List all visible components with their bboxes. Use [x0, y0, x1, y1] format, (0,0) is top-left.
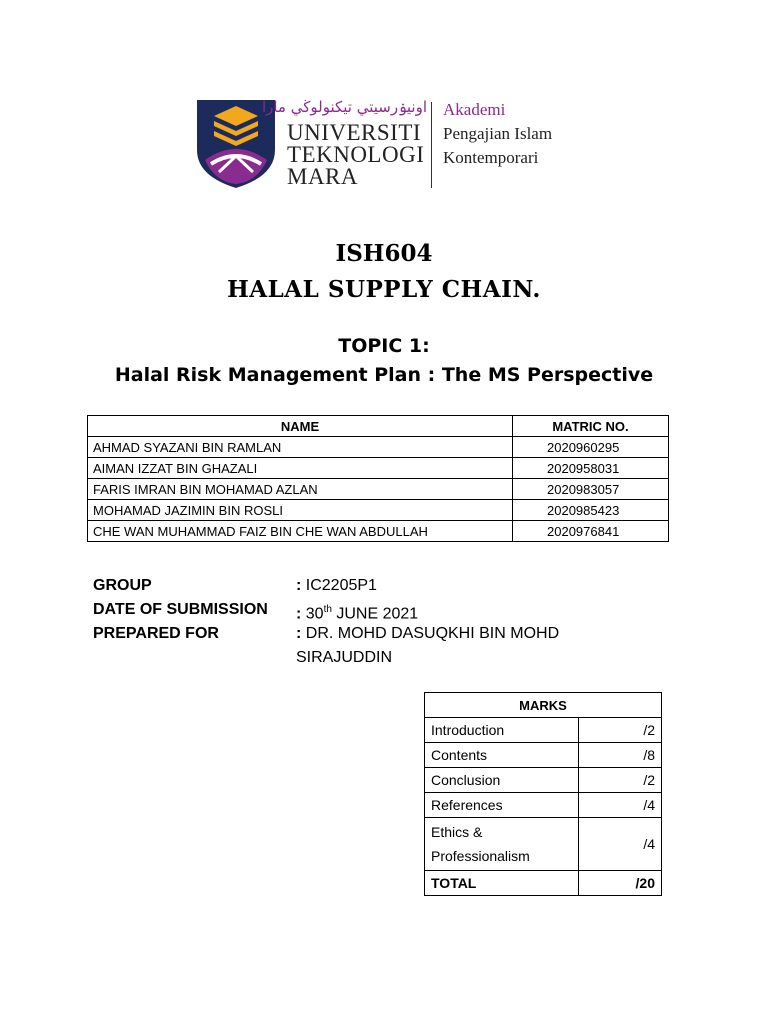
marks-total-row — [425, 871, 662, 896]
logo-divider — [431, 102, 432, 188]
members-table-header — [88, 416, 669, 437]
topic-title: Halal Risk Management Plan : The MS Perspective — [114, 364, 654, 386]
member-name: FARIS IMRAN BIN MOHAMAD AZLAN — [88, 479, 513, 500]
group-value — [296, 574, 377, 598]
table-row — [88, 479, 669, 500]
marks-score: /4 — [579, 793, 662, 818]
logo-text-pengajian-islam: Pengajian Islam — [443, 124, 553, 143]
logo-text-kontemporari: Kontemporari — [443, 148, 539, 167]
marks-total-label: TOTAL — [425, 871, 579, 896]
date-suffix: th — [323, 604, 332, 615]
marks-criterion: References — [425, 793, 579, 818]
marks-header-row — [425, 693, 662, 718]
marks-score: /2 — [579, 718, 662, 743]
members-table — [87, 415, 669, 542]
group-colon: : — [296, 577, 302, 594]
prepared-value-line-1: DR. MOHD DASUQKHI BIN MOHD — [305, 625, 560, 642]
marks-criterion — [425, 818, 579, 871]
member-matric: 2020985423 — [513, 500, 669, 521]
table-row — [88, 458, 669, 479]
marks-criterion: Conclusion — [425, 768, 579, 793]
marks-criterion: Contents — [425, 743, 579, 768]
marks-score: /4 — [579, 818, 662, 871]
info-block — [93, 574, 653, 674]
logo-text-universiti: UNIVERSITI — [287, 120, 422, 145]
marks-criterion-line-1: Ethics & — [431, 824, 483, 840]
group-label: GROUP — [93, 577, 152, 594]
marks-criterion-line-2: Professionalism — [431, 848, 530, 864]
table-row — [425, 743, 662, 768]
prepared-colon: : — [296, 625, 302, 642]
member-name: AIMAN IZZAT BIN GHAZALI — [88, 458, 513, 479]
member-name: CHE WAN MUHAMMAD FAIZ BIN CHE WAN ABDULLAH — [88, 521, 513, 542]
table-row — [425, 768, 662, 793]
table-row — [88, 521, 669, 542]
marks-score: /8 — [579, 743, 662, 768]
member-matric: 2020983057 — [513, 479, 669, 500]
table-row — [88, 437, 669, 458]
group-value-text: IC2205P1 — [305, 577, 377, 594]
header-name: NAME — [88, 416, 513, 437]
date-colon: : — [296, 605, 302, 623]
logo-text-teknologi: TEKNOLOGI — [287, 142, 425, 167]
table-row — [425, 793, 662, 818]
logo-text-mara: MARA — [287, 164, 359, 189]
marks-header: MARKS — [425, 693, 662, 718]
member-name: MOHAMAD JAZIMIN BIN ROSLI — [88, 500, 513, 521]
table-row — [425, 718, 662, 743]
table-row — [88, 500, 669, 521]
uitm-logo — [195, 98, 575, 190]
marks-total-score: /20 — [579, 871, 662, 896]
date-day: 30 — [305, 605, 324, 623]
date-month-year: JUNE 2021 — [331, 605, 419, 623]
member-matric: 2020960295 — [513, 437, 669, 458]
marks-criterion: Introduction — [425, 718, 579, 743]
marks-table — [424, 692, 662, 896]
topic-label: TOPIC 1: — [338, 335, 430, 357]
prepared-label: PREPARED FOR — [93, 625, 219, 642]
course-name: HALAL SUPPLY CHAIN. — [227, 276, 541, 303]
logo-arabic-script: اونيۏرسيتي تيكنولوڬي مارا — [261, 98, 427, 116]
table-row — [425, 818, 662, 871]
member-name: AHMAD SYAZANI BIN RAMLAN — [88, 437, 513, 458]
date-label: DATE OF SUBMISSION — [93, 601, 268, 618]
course-code: ISH604 — [335, 240, 433, 267]
prepared-value-line-2: SIRAJUDDIN — [296, 649, 393, 666]
logo-text-akademi: Akademi — [443, 100, 506, 119]
marks-score: /2 — [579, 768, 662, 793]
member-matric: 2020976841 — [513, 521, 669, 542]
prepared-value — [296, 622, 559, 646]
header-matric: MATRIC NO. — [513, 416, 669, 437]
member-matric: 2020958031 — [513, 458, 669, 479]
